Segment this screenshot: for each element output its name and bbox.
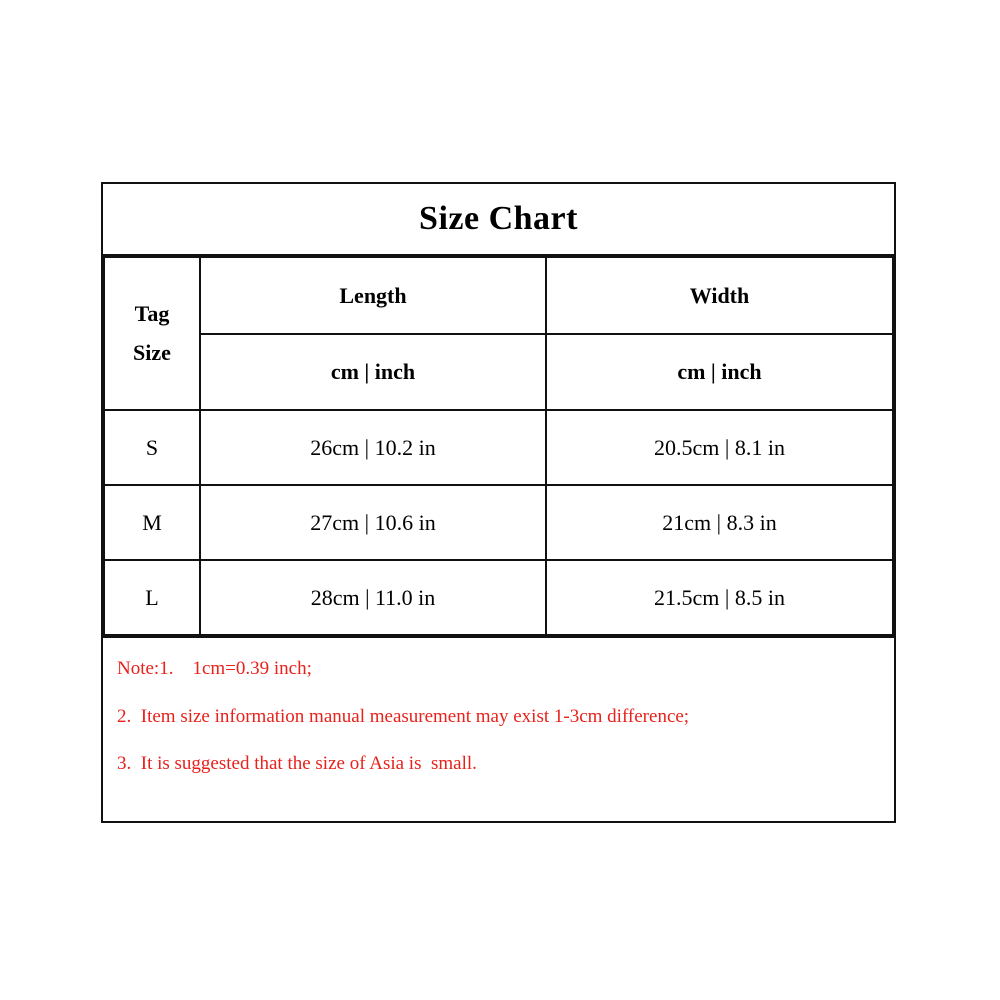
cell-length: 28cm | 11.0 in <box>200 560 546 635</box>
cell-size: S <box>104 410 200 485</box>
chart-title-row <box>103 184 894 256</box>
note-line-3: 3. It is suggested that the size of Asia is small. <box>117 753 477 775</box>
notes-section <box>103 636 894 787</box>
table-row <box>104 560 893 635</box>
table-header-row-1 <box>104 257 893 334</box>
tag-size-line-1: Tag <box>134 301 170 326</box>
cell-size: M <box>104 485 200 560</box>
size-table <box>103 256 894 636</box>
cell-length: 27cm | 10.6 in <box>200 485 546 560</box>
note-line-1: Note:1. 1cm=0.39 inch; <box>117 658 312 679</box>
table-header-length-units: cm | inch <box>200 334 546 410</box>
cell-width: 20.5cm | 8.1 in <box>546 410 893 485</box>
cell-size: L <box>104 560 200 635</box>
table-header-width: Width <box>546 257 893 334</box>
cell-length: 26cm | 10.2 in <box>200 410 546 485</box>
cell-width: 21cm | 8.3 in <box>546 485 893 560</box>
page-title: Size Chart <box>419 200 578 237</box>
note-line-2: 2. Item size information manual measurement may exist 1-3cm difference; <box>117 705 690 727</box>
table-header-width-units: cm | inch <box>546 334 893 410</box>
table-header-row-2 <box>104 334 893 410</box>
cell-width: 21.5cm | 8.5 in <box>546 560 893 635</box>
tag-size-line-2: Size <box>133 339 171 365</box>
table-row <box>104 410 893 485</box>
table-header-tag-size <box>104 257 200 410</box>
size-chart <box>101 182 896 823</box>
table-header-length: Length <box>200 257 546 334</box>
table-row <box>104 485 893 560</box>
